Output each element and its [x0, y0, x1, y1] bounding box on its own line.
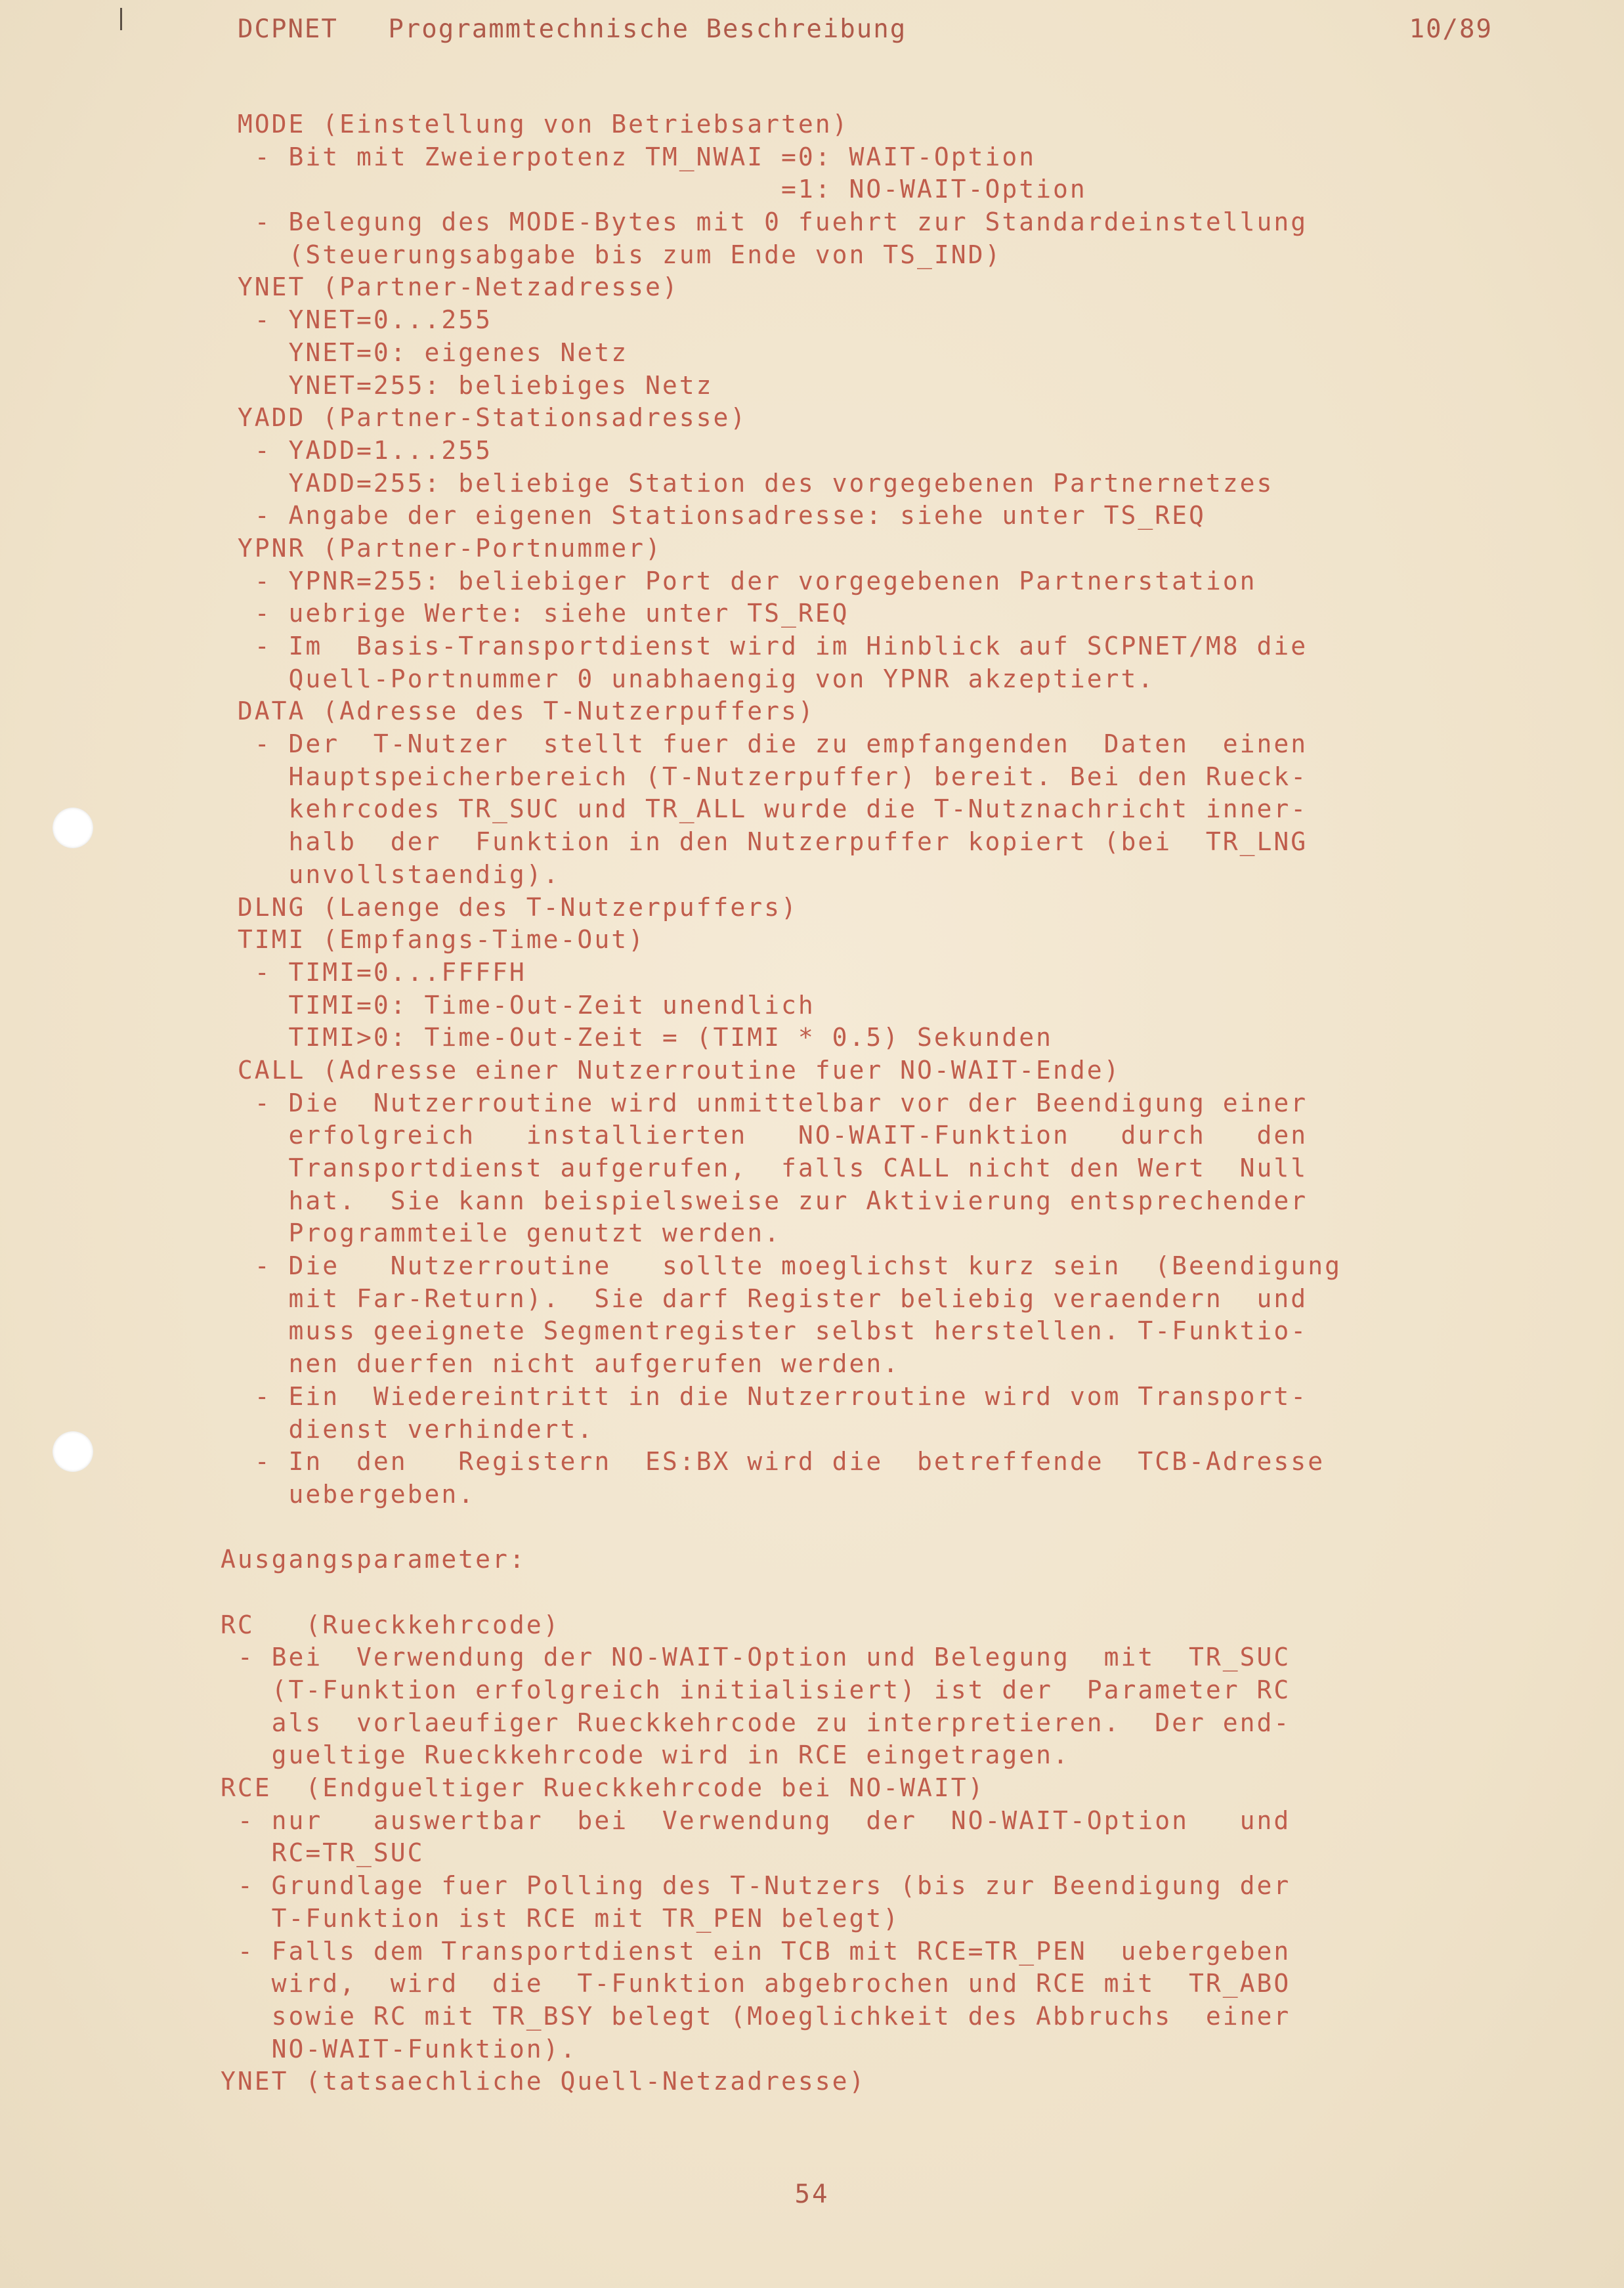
text-line: TIMI=0: Time-Out-Zeit unendlich	[221, 990, 815, 1020]
text-line: YNET (tatsaechliche Quell-Netzadresse)	[221, 2067, 866, 2096]
text-line: - In den Registern ES:BX wird die betreffende TCB-Adresse	[221, 1447, 1325, 1477]
text-line: - Bei Verwendung der NO-WAIT-Option und Belegung mit TR_SUC	[221, 1643, 1291, 1672]
text-line: YPNR (Partner-Portnummer)	[221, 533, 662, 563]
text-line: - Ein Wiedereintritt in die Nutzerroutine wird vom Transport-	[221, 1381, 1308, 1411]
text-line: - YADD=1...255	[221, 435, 493, 465]
text-line: YNET=255: beliebiges Netz	[221, 370, 714, 400]
text-line: T-Funktion ist RCE mit TR_PEN belegt)	[221, 1903, 901, 1933]
text-line: NO-WAIT-Funktion).	[221, 2034, 578, 2063]
text-line: - Angabe der eigenen Stationsadresse: siehe unter TS_REQ	[221, 501, 1206, 530]
text-line: Ausgangsparameter:	[221, 1545, 526, 1574]
punch-hole-upper	[53, 808, 93, 848]
document-body	[221, 108, 1501, 2098]
text-line: nen duerfen nicht aufgerufen werden.	[221, 1349, 901, 1379]
text-line: hat. Sie kann beispielsweise zur Aktivierung entsprechender	[221, 1186, 1308, 1215]
header-date: 10/89	[1409, 14, 1493, 44]
text-line: TIMI>0: Time-Out-Zeit = (TIMI * 0.5) Sekunden	[221, 1023, 1054, 1052]
text-line: sowie RC mit TR_BSY belegt (Moeglichkeit des Abbruchs einer	[221, 2001, 1291, 2031]
text-line: - YNET=0...255	[221, 305, 493, 335]
text-line: - Falls dem Transportdienst ein TCB mit RCE=TR_PEN uebergeben	[221, 1936, 1291, 1966]
text-line: - nur auswertbar bei Verwendung der NO-WAIT-Option und	[221, 1805, 1291, 1835]
text-line: wird, wird die T-Funktion abgebrochen und RCE mit TR_ABO	[221, 1969, 1291, 1998]
page-number: 54	[794, 2180, 830, 2209]
text-line: - Bit mit Zweierpotenz TM_NWAI =0: WAIT-Option	[221, 142, 1036, 171]
text-line: =1: NO-WAIT-Option	[221, 175, 1087, 204]
text-line: RC=TR_SUC	[221, 1838, 425, 1868]
text-line: - Der T-Nutzer stellt fuer die zu empfangenden Daten einen	[221, 729, 1308, 759]
text-line	[221, 1511, 1501, 1544]
text-line: als vorlaeufiger Rueckkehrcode zu interpretieren. Der end-	[221, 1708, 1291, 1737]
text-line: TIMI (Empfangs-Time-Out)	[221, 925, 645, 955]
text-line	[221, 1576, 1501, 1609]
text-line: YADD=255: beliebige Station des vorgegebenen Partnernetzes	[221, 468, 1274, 498]
text-line: gueltige Rueckkehrcode wird in RCE eingetragen.	[221, 1740, 1070, 1770]
text-line: - Im Basis-Transportdienst wird im Hinblick auf SCPNET/M8 die	[221, 632, 1308, 660]
text-line: YNET (Partner-Netzadresse)	[221, 272, 679, 302]
text-line: (Steuerungsabgabe bis zum Ende von TS_IND)	[221, 240, 1002, 269]
punch-hole-lower	[53, 1431, 93, 1472]
text-line: Programmteile genutzt werden.	[221, 1219, 781, 1248]
text-line: DATA (Adresse des T-Nutzerpuffers)	[221, 697, 815, 726]
text-line: RC (Rueckkehrcode)	[221, 1610, 561, 1639]
text-line: erfolgreich installierten NO-WAIT-Funktion durch den	[221, 1121, 1308, 1150]
text-line: kehrcodes TR_SUC und TR_ALL wurde die T-Nutznachricht inner-	[221, 794, 1308, 824]
text-line: CALL (Adresse einer Nutzerroutine fuer NO-WAIT-Ende)	[221, 1055, 1121, 1085]
text-line: unvollstaendig).	[221, 859, 561, 889]
margin-mark	[120, 8, 122, 30]
page-header	[238, 14, 1493, 54]
text-line: - Die Nutzerroutine wird unmittelbar vor der Beendigung einer	[221, 1088, 1308, 1117]
text-line: mit Far-Return). Sie darf Register beliebig veraendern und	[221, 1284, 1308, 1313]
text-line: - Belegung des MODE-Bytes mit 0 fuehrt zur Standardeinstellung	[221, 207, 1308, 237]
text-line: DLNG (Laenge des T-Nutzerpuffers)	[221, 892, 798, 922]
text-line: YNET=0: eigenes Netz	[221, 337, 629, 367]
text-line: dienst verhindert.	[221, 1414, 595, 1444]
text-line: RCE (Endgueltiger Rueckkehrcode bei NO-WAIT)	[221, 1773, 985, 1803]
text-line: - Grundlage fuer Polling des T-Nutzers (bis zur Beendigung der	[221, 1871, 1291, 1901]
text-line: (T-Funktion erfolgreich initialisiert) ist der Parameter RC	[221, 1675, 1291, 1704]
text-line: Hauptspeicherbereich (T-Nutzerpuffer) bereit. Bei den Rueck-	[221, 762, 1308, 791]
text-line: - TIMI=0...FFFFH	[221, 957, 526, 987]
header-title: DCPNET Programmtechnische Beschreibung	[238, 14, 907, 44]
text-line: - Die Nutzerroutine sollte moeglichst kurz sein (Beendigung	[221, 1251, 1342, 1281]
text-line: - YPNR=255: beliebiger Port der vorgegebenen Partnerstation	[221, 566, 1257, 595]
text-line: MODE (Einstellung von Betriebsarten)	[221, 110, 849, 139]
text-line: - uebrige Werte: siehe unter TS_REQ	[221, 599, 849, 628]
text-line: muss geeignete Segmentregister selbst herstellen. T-Funktio-	[221, 1316, 1308, 1346]
text-line: YADD (Partner-Stationsadresse)	[221, 403, 748, 433]
text-line: Quell-Portnummer 0 unabhaengig von YPNR akzeptiert.	[221, 664, 1155, 693]
text-line: uebergeben.	[221, 1479, 476, 1509]
text-line: Transportdienst aufgerufen, falls CALL nicht den Wert Null	[221, 1154, 1308, 1182]
text-line: halb der Funktion in den Nutzerpuffer kopiert (bei TR_LNG	[221, 827, 1308, 857]
